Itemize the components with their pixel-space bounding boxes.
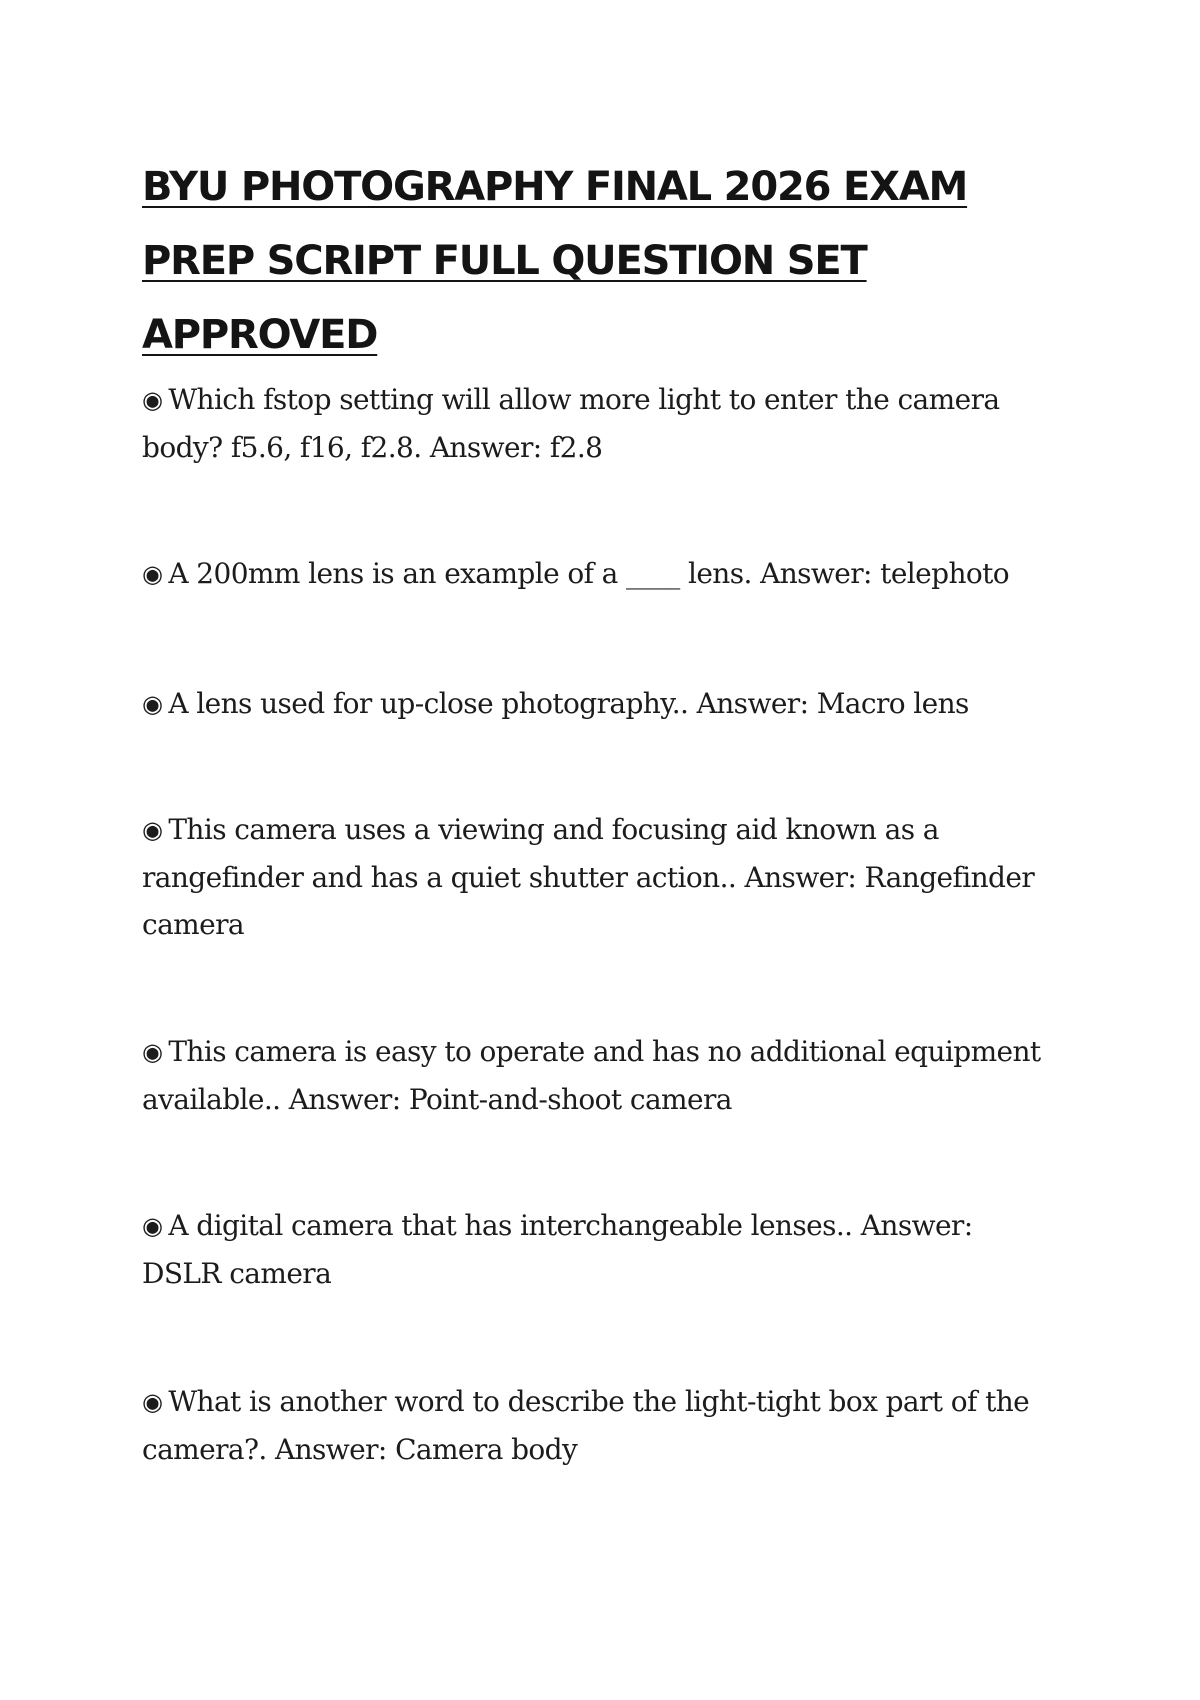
list-item [142,550,1042,598]
question-text: What is another word to describe the light-tight box part of the camera?. Answer: Camera body [142,1385,1030,1466]
list-item [142,1378,1042,1473]
list-item [142,806,1042,948]
question-text: This camera uses a viewing and focusing aid known as a rangefinder and has a quiet shutter action.. Answer: Rangefinder camera [142,813,1035,941]
question-text: Which fstop setting will allow more light to enter the camera body? f5.6, f16, f2.8. Answer: f2.8 [142,383,1000,464]
bullet-icon: ◉ [142,1038,163,1066]
list-item [142,680,1042,728]
page-title-text: BYU PHOTOGRAPHY FINAL 2026 EXAM PREP SCRIPT FULL QUESTION SET APPROVED [142,164,968,358]
bullet-icon: ◉ [142,1388,163,1416]
bullet-icon: ◉ [142,386,163,414]
bullet-icon: ◉ [142,690,163,718]
question-text: This camera is easy to operate and has no additional equipment available.. Answer: Point-and-shoot camera [142,1035,1041,1116]
bullet-icon: ◉ [142,816,163,844]
list-item [142,376,1042,471]
list-item [142,1202,1042,1297]
question-text: A digital camera that has interchangeable lenses.. Answer: DSLR camera [142,1209,973,1290]
bullet-icon: ◉ [142,1212,163,1240]
bullet-icon: ◉ [142,560,163,588]
question-text: A 200mm lens is an example of a ____ lens. Answer: telephoto [168,557,1010,590]
page-title [142,150,1062,372]
question-text: A lens used for up-close photography.. Answer: Macro lens [168,687,969,720]
list-item [142,1028,1042,1123]
